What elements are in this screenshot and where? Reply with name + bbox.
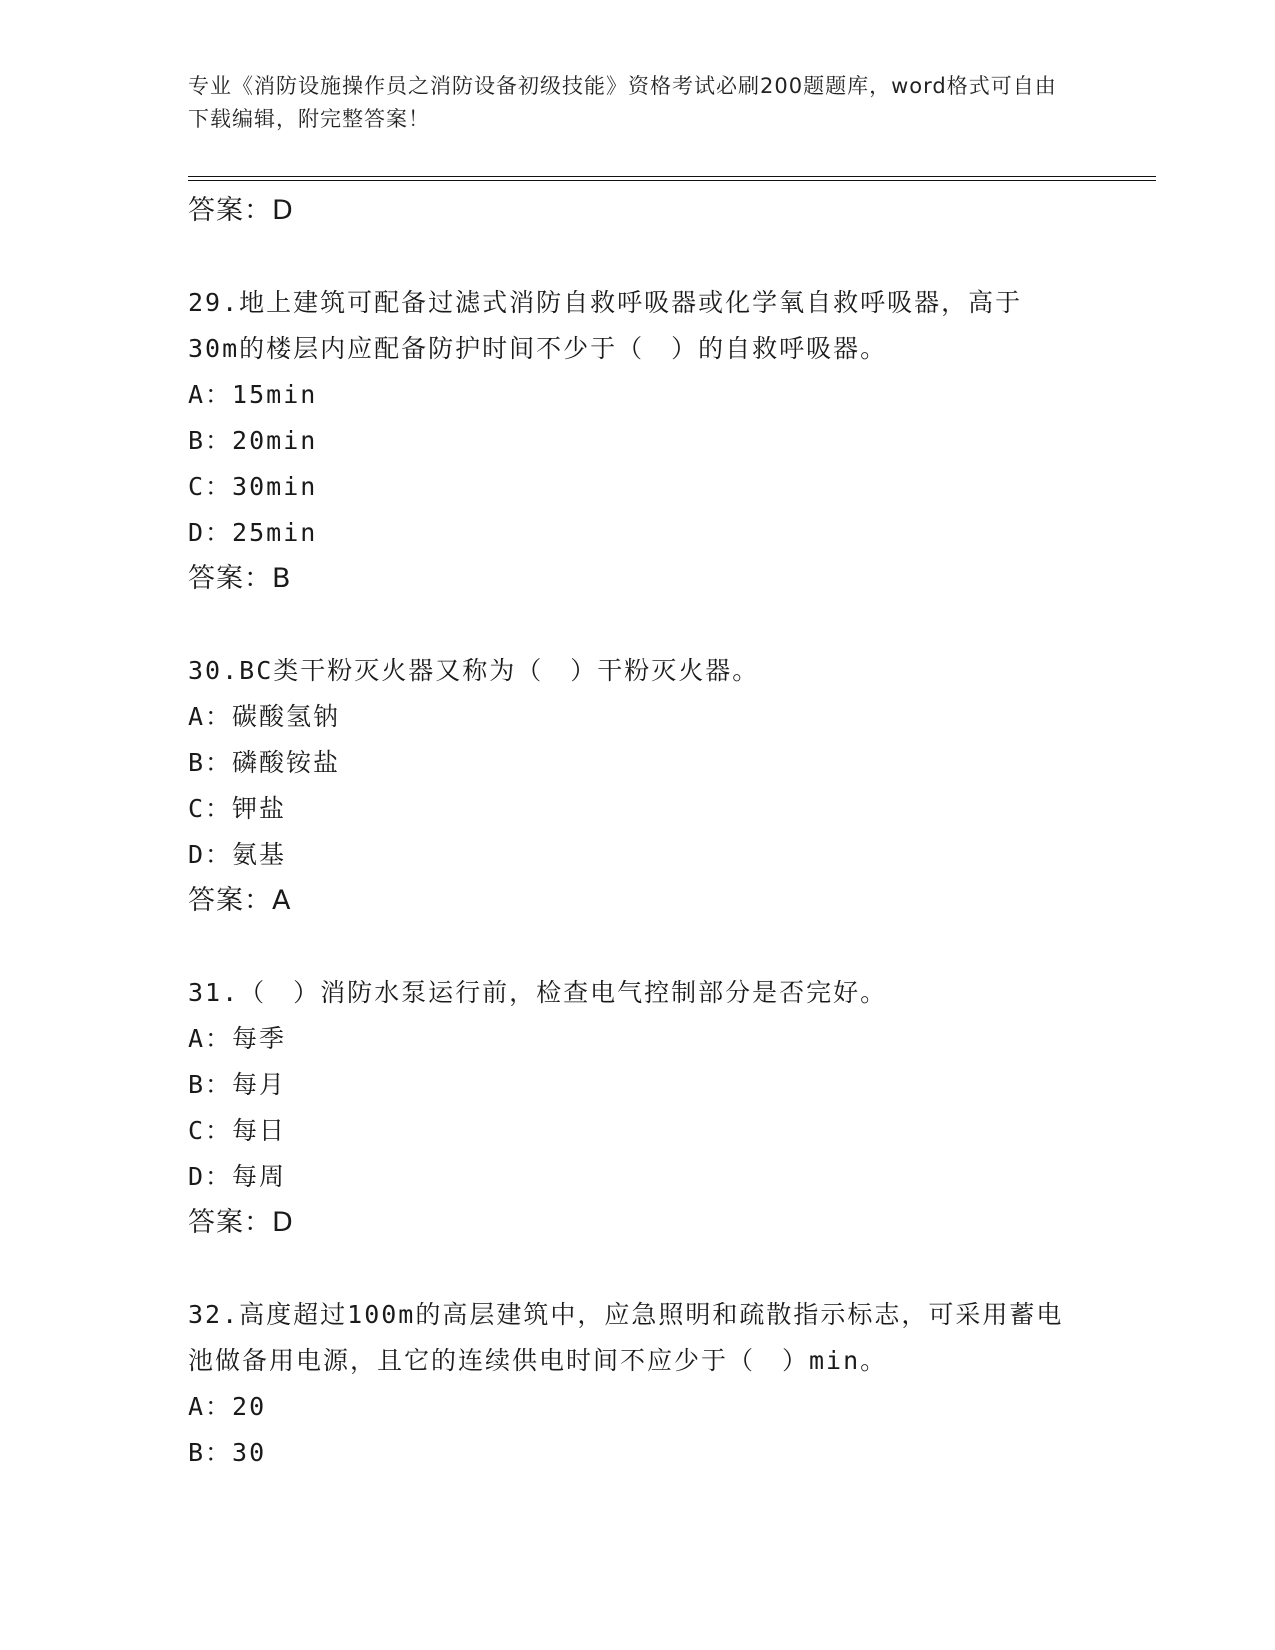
question-block xyxy=(188,970,1088,1246)
spacer xyxy=(188,234,1088,280)
spacer xyxy=(188,924,1088,970)
answer-line: 答案：D xyxy=(188,195,294,226)
question-stem: 32.高度超过100m的高层建筑中，应急照明和疏散指示标志，可采用蓄电池做备用电源，且它的连续供电时间不应少于（ ）min。 xyxy=(188,1300,1064,1375)
question-stem: 29.地上建筑可配备过滤式消防自救呼吸器或化学氧自救呼吸器，高于30m的楼层内应配备防护时间不少于（ ）的自救呼吸器。 xyxy=(188,288,1023,363)
header-text: 专业《消防设施操作员之消防设备初级技能》资格考试必刷200题题库，word格式可自由下载编辑，附完整答案！ xyxy=(188,74,1057,131)
option-b: B：30 xyxy=(188,1438,267,1467)
document-body xyxy=(188,188,1088,1476)
option-b: B：每月 xyxy=(188,1070,287,1099)
option-c: C：每日 xyxy=(188,1116,287,1145)
option-d: D：氨基 xyxy=(188,840,287,869)
header-divider xyxy=(188,176,1156,181)
answer-line: 答案：B xyxy=(188,563,292,594)
option-b: B：20min xyxy=(188,426,318,455)
spacer xyxy=(188,602,1088,648)
option-a: A：每季 xyxy=(188,1024,287,1053)
option-d: D：25min xyxy=(188,518,318,547)
question-block xyxy=(188,1292,1088,1476)
option-a: A：20 xyxy=(188,1392,267,1421)
answer-line: 答案：D xyxy=(188,1207,294,1238)
option-d: D：每周 xyxy=(188,1162,287,1191)
question-stem: 31.（ ）消防水泵运行前，检查电气控制部分是否完好。 xyxy=(188,978,888,1007)
option-a: A：碳酸氢钠 xyxy=(188,702,341,731)
option-b: B：磷酸铵盐 xyxy=(188,748,341,777)
question-block xyxy=(188,280,1088,602)
page-header xyxy=(188,70,1078,136)
option-a: A：15min xyxy=(188,380,318,409)
option-c: C：钾盐 xyxy=(188,794,287,823)
question-stem: 30.BC类干粉灭火器又称为（ ）干粉灭火器。 xyxy=(188,656,760,685)
spacer xyxy=(188,1246,1088,1292)
answer-line: 答案：A xyxy=(188,885,292,916)
question-block xyxy=(188,648,1088,924)
option-c: C：30min xyxy=(188,472,318,501)
